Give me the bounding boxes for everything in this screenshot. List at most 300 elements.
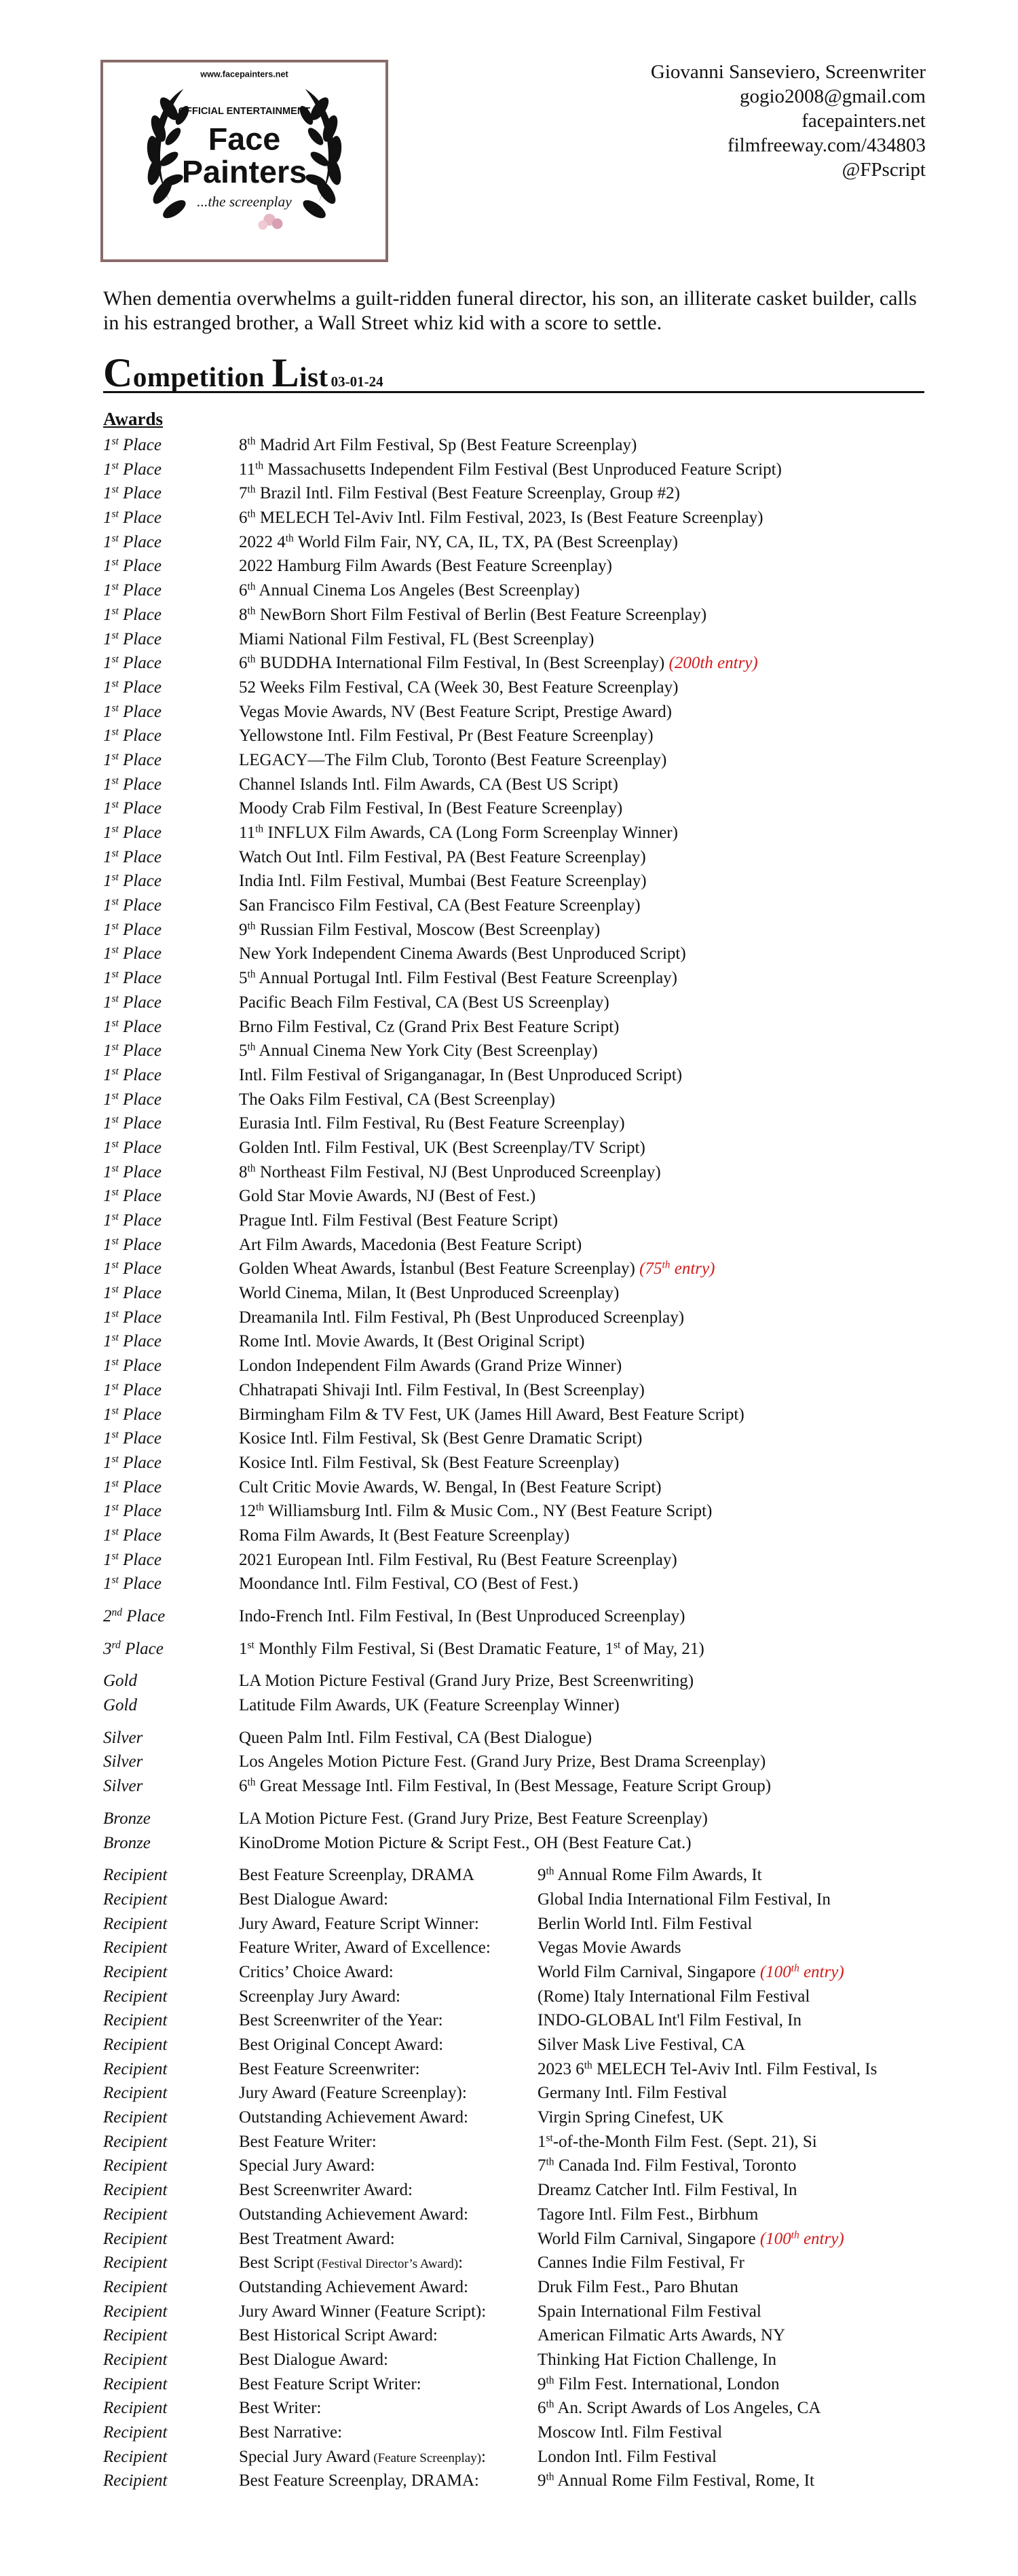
title-text (103, 350, 328, 395)
recipient-award (239, 2033, 443, 2057)
award-title: Best Historical Script Award: (239, 2326, 438, 2345)
recipient-award (239, 2251, 463, 2277)
recipient-award (239, 2445, 486, 2471)
place-rank: Bronze (103, 1833, 151, 1852)
recipient-festival (538, 2275, 738, 2300)
place-rank: 1 (103, 436, 112, 454)
award-row (103, 942, 938, 966)
place-rank-suffix: st (111, 1162, 119, 1175)
award-title: Best Narrative: (239, 2423, 343, 2442)
festival-text: Berlin World Intl. Film Festival (538, 1914, 753, 1933)
award-row (103, 1427, 938, 1451)
recipient-row (103, 2251, 938, 2275)
festival-text: Williamsburg Intl. Film & Music Com., NY (Best Feature Script) (264, 1502, 713, 1521)
place-word: Place (118, 1235, 162, 1254)
place-rank-suffix: st (111, 653, 119, 665)
place-word: Place (118, 944, 162, 963)
place-rank: Gold (103, 1672, 137, 1691)
filmfreeway-link[interactable]: filmfreeway.com/434803 (727, 134, 926, 156)
entry-note-text: (100 (759, 1962, 791, 1981)
place-rank: 1 (103, 702, 112, 721)
place-rank-suffix: st (111, 435, 119, 447)
award-row (103, 676, 938, 700)
festival-text: Miami National Film Festival, FL (Best Screenplay) (239, 629, 595, 648)
recipient-row (103, 2081, 938, 2105)
festival-text: 2021 European Intl. Film Festival, Ru (Best Feature Screenplay) (239, 1550, 677, 1569)
festival-text: Channel Islands Intl. Film Awards, CA (Best US Script) (239, 775, 618, 794)
place-rank-suffix: st (111, 1090, 119, 1102)
recipient-label: Recipient (103, 2253, 168, 2273)
award-festival (239, 966, 677, 991)
place-word: Place (118, 509, 162, 528)
award-festival (239, 1136, 645, 1160)
place-word: Place (118, 969, 162, 988)
award-row (103, 991, 938, 1015)
recipient-award (239, 2396, 321, 2421)
award-place (103, 1111, 162, 1136)
festival-text: Madrid Art Film Festival, Sp (Best Feature Screenplay) (255, 436, 637, 454)
place-rank-suffix: st (111, 871, 119, 883)
place-rank: 1 (103, 1138, 112, 1157)
entry-note-tail: entry) (799, 2229, 844, 2248)
award-row (103, 1637, 938, 1661)
award-place (103, 481, 162, 506)
place-word: Place (118, 532, 162, 551)
recipient-row (103, 2227, 938, 2251)
award-title: Screenplay Jury Award: (239, 1987, 400, 2006)
edition-suffix: st (546, 2132, 553, 2144)
place-rank: 1 (103, 1477, 112, 1496)
place-word: Place (118, 1502, 162, 1521)
place-rank-suffix: st (111, 944, 119, 956)
award-row (103, 1329, 938, 1354)
festival-text: New York Independent Cinema Awards (Best Unproduced Script) (239, 944, 686, 963)
place-word: Place (118, 993, 162, 1012)
edition-suffix: th (546, 2374, 554, 2387)
logo-tagline: OFFICIAL ENTERTAINMENT (178, 105, 311, 117)
place-rank-suffix: st (111, 823, 119, 835)
place-rank: 1 (103, 1380, 112, 1399)
award-festival (239, 1475, 662, 1500)
festival-text: London Intl. Film Festival (538, 2447, 717, 2466)
recipient-award (239, 2081, 467, 2105)
award-row (103, 1807, 938, 1831)
entry-note (669, 654, 758, 672)
edition-number: 8 (239, 1162, 248, 1181)
place-rank: 1 (103, 872, 112, 891)
place-rank-suffix: st (111, 1429, 119, 1441)
festival-text: Vegas Movie Awards (538, 1938, 681, 1957)
place-word: Place (118, 1211, 162, 1230)
place-rank: 1 (103, 532, 112, 551)
festival-text: An. Script Awards of Los Angeles, CA (554, 2399, 821, 2418)
recipient-festival (538, 2227, 844, 2251)
award-title: Best Screenwriter of the Year: (239, 2011, 443, 2030)
recipient-row (103, 2421, 938, 2445)
award-row (103, 1233, 938, 1257)
award-row (103, 894, 938, 918)
place-word: Place (118, 1284, 162, 1303)
recipient-award (239, 1912, 479, 1936)
award-row (103, 1403, 938, 1427)
award-place (103, 966, 162, 991)
festival-text: Los Angeles Motion Picture Fest. (Grand Jury Prize, Best Drama Screenplay) (239, 1752, 766, 1771)
award-festival (239, 530, 678, 555)
recipient-row (103, 1960, 938, 1985)
recipient-award (239, 2178, 413, 2203)
festival-text: Watch Out Intl. Film Festival, PA (Best Feature Screenplay) (239, 847, 646, 866)
edition-suffix: th (247, 605, 256, 617)
edition-suffix: th (255, 460, 264, 472)
recipient-award (239, 2227, 395, 2251)
festival-text: The Oaks Film Festival, CA (Best Screenplay) (239, 1090, 555, 1109)
award-row (103, 1281, 938, 1306)
festival-text: Indo-French Intl. Film Festival, In (Best Unproduced Screenplay) (239, 1607, 685, 1625)
award-place (103, 1160, 162, 1185)
edition-suffix: th (546, 2398, 554, 2410)
edition-suffix: st (247, 1639, 254, 1651)
place-word: Place (118, 1017, 162, 1036)
edition-suffix: th (546, 1865, 554, 1877)
recipient-festival (538, 2372, 779, 2397)
festival-text: -of-the-Month Film Fest. (Sept. 21), Si (552, 2132, 817, 2151)
award-place (103, 1499, 162, 1524)
title-word-competition: ompetition (132, 361, 272, 392)
entry-note (760, 2230, 844, 2248)
award-place (103, 1774, 143, 1799)
festival-text: Canada Ind. Film Festival, Toronto (554, 2156, 797, 2175)
award-place (103, 942, 162, 966)
place-word: Place (118, 1065, 162, 1084)
place-rank: 1 (103, 484, 112, 503)
place-rank: 1 (103, 678, 112, 697)
recipient-label: Recipient (103, 1890, 168, 1909)
festival-text: INDO-GLOBAL Int'l Film Festival, In (538, 2011, 802, 2030)
recipient-row (103, 2057, 938, 2082)
festival-text: Birmingham Film & TV Fest, UK (James Hill Award, Best Feature Script) (239, 1405, 744, 1424)
email-link[interactable]: gogio2008@gmail.com (740, 86, 926, 107)
festival-text: Queen Palm Intl. Film Festival, CA (Best Dialogue) (239, 1728, 592, 1747)
place-rank-suffix: st (111, 726, 119, 738)
recipient-award (239, 2130, 377, 2154)
edition-number: 11 (239, 824, 256, 842)
recipient-award (239, 1888, 388, 1912)
festival-text: NewBorn Short Film Festival of Berlin (Best Feature Screenplay) (255, 605, 707, 624)
award-place (103, 1572, 162, 1596)
place-word: Place (118, 896, 162, 915)
place-rank: 1 (103, 1162, 112, 1181)
festival-text: Vegas Movie Awards, NV (Best Feature Script, Prestige Award) (239, 702, 672, 721)
award-place (103, 1475, 162, 1500)
award-row (103, 1572, 938, 1596)
award-place (103, 1604, 165, 1629)
laurel-wreath-logo-graphic (103, 62, 385, 259)
award-festival (239, 1831, 692, 1856)
award-row (103, 433, 938, 458)
edition-number: 9 (538, 2374, 546, 2393)
place-rank: 1 (103, 557, 112, 576)
award-place (103, 1209, 162, 1233)
place-word: Place (118, 1332, 162, 1351)
place-rank: 3 (103, 1639, 112, 1658)
recipient-label: Recipient (103, 2471, 168, 2490)
award-festival (239, 1451, 619, 1475)
award-festival (239, 676, 678, 700)
edition-suffix: th (256, 1501, 265, 1513)
place-rank: 1 (103, 1526, 112, 1545)
award-row (103, 458, 938, 482)
award-festival (239, 942, 686, 966)
edition-number: 1 (538, 2132, 546, 2151)
award-festival (239, 1184, 535, 1209)
recipient-festival (538, 2251, 744, 2275)
recipient-award (239, 2105, 468, 2130)
festival-text: Moondance Intl. Film Festival, CO (Best of Fest.) (239, 1575, 578, 1594)
edition-number: 5 (239, 1042, 248, 1061)
award-row (103, 918, 938, 942)
edition-suffix: th (247, 483, 256, 496)
award-festival (239, 773, 618, 797)
award-row (103, 1774, 938, 1799)
recipient-label: Recipient (103, 1938, 168, 1957)
edition-suffix: th (247, 1162, 256, 1175)
recipient-festival (538, 2105, 723, 2130)
award-row (103, 773, 938, 797)
award-place (103, 506, 162, 530)
award-place (103, 700, 162, 724)
contact-block (651, 60, 926, 182)
award-festival (239, 1209, 558, 1233)
recipient-label: Recipient (103, 2399, 168, 2418)
recipient-award (239, 2203, 468, 2227)
festival-text: Moscow Intl. Film Festival (538, 2423, 723, 2442)
title-initial-c: C (103, 350, 133, 395)
edition-suffix: th (255, 823, 264, 835)
logo-name-line2: Painters (181, 154, 307, 190)
award-festival (239, 578, 580, 603)
recipient-label: Recipient (103, 1866, 168, 1885)
edition-suffix: th (285, 532, 294, 545)
place-rank: 1 (103, 509, 112, 528)
award-row (103, 1451, 938, 1475)
recipient-label: Recipient (103, 2350, 168, 2369)
award-festival (239, 700, 672, 724)
place-rank-suffix: st (111, 968, 119, 980)
edition-number: 6 (239, 654, 248, 673)
place-word: Place (118, 1380, 162, 1399)
place-word: Place (118, 847, 162, 866)
award-title: Best Feature Screenwriter: (239, 2059, 420, 2078)
writer-name: Giovanni Sanseviero, Screenwriter (650, 61, 926, 83)
edition-number: 6 (239, 509, 248, 528)
place-rank-suffix: st (111, 629, 119, 641)
award-place (103, 1184, 162, 1209)
recipient-label: Recipient (103, 2108, 168, 2127)
recipient-row (103, 2469, 938, 2493)
place-word: Place (118, 824, 162, 842)
award-place (103, 1281, 162, 1306)
place-rank-suffix: st (111, 847, 119, 860)
festival-text: Annual Rome Film Awards, It (554, 1866, 762, 1885)
award-festival (239, 845, 646, 870)
award-row (103, 1604, 938, 1629)
recipient-label: Recipient (103, 2205, 168, 2224)
festival-text: Brazil Intl. Film Festival (Best Feature Screenplay, Group #2) (255, 484, 680, 503)
place-rank: 1 (103, 726, 112, 746)
award-festival (239, 1572, 578, 1596)
festival-text: LEGACY—The Film Club, Toronto (Best Feature Screenplay) (239, 750, 667, 769)
place-rank: 1 (103, 847, 112, 866)
award-row (103, 1475, 938, 1500)
entry-note-tail: entry) (799, 1962, 844, 1981)
recipient-festival (538, 1863, 762, 1888)
place-rank-suffix: st (111, 750, 119, 762)
award-row (103, 821, 938, 845)
festival-text: Spain International Film Festival (538, 2302, 761, 2321)
place-word: Place (118, 1405, 162, 1424)
award-place (103, 1378, 162, 1403)
place-rank: 1 (103, 1575, 112, 1594)
festival-text: Druk Film Fest., Paro Bhutan (538, 2277, 738, 2296)
place-rank-suffix: st (111, 483, 119, 496)
place-rank: Bronze (103, 1809, 151, 1828)
award-place (103, 1233, 162, 1257)
award-row (103, 869, 938, 894)
award-row (103, 748, 938, 773)
award-title: Best Dialogue Award: (239, 2350, 388, 2369)
award-place (103, 821, 162, 845)
place-rank-suffix: st (111, 1138, 119, 1150)
award-row (103, 1693, 938, 1718)
recipient-label: Recipient (103, 2036, 168, 2054)
edition-suffix: th (247, 435, 256, 447)
festival-text: MELECH Tel-Aviv Intl. Film Festival, 2023, Is (Best Feature Screenplay) (255, 509, 764, 528)
award-place (103, 1063, 162, 1088)
place-rank-suffix: st (111, 1501, 119, 1513)
recipient-row (103, 1912, 938, 1936)
recipient-row (103, 2445, 938, 2469)
place-word: Place (118, 1042, 162, 1061)
award-festival (239, 1669, 694, 1693)
place-rank-suffix: st (111, 702, 119, 714)
award-title-colon: : (458, 2253, 464, 2273)
award-festival (239, 894, 641, 918)
recipient-label: Recipient (103, 2011, 168, 2030)
award-festival (239, 796, 622, 821)
award-festival (239, 1257, 715, 1281)
recipient-row (103, 2203, 938, 2227)
festival-text: World Cinema, Milan, It (Best Unproduced Screenplay) (239, 1284, 620, 1303)
festival-text: Thinking Hat Fiction Challenge, In (538, 2350, 777, 2369)
festival-text: World Film Carnival, Singapore (538, 1962, 760, 1981)
place-rank: 1 (103, 1550, 112, 1569)
festival-text: Intl. Film Festival of Sriganganagar, In (Best Unproduced Script) (239, 1065, 683, 1084)
award-festival (239, 748, 666, 773)
recipient-row (103, 2372, 938, 2397)
awards-heading: Awards (103, 409, 164, 429)
award-festival (239, 1774, 771, 1799)
festival-text: (Rome) Italy International Film Festival (538, 1987, 810, 2006)
recipient-award (239, 1863, 474, 1888)
award-title: Best Screenwriter Award: (239, 2181, 413, 2200)
recipient-row (103, 2348, 938, 2372)
edition-number: 7 (239, 484, 248, 503)
award-festival (239, 1088, 555, 1112)
place-rank: 1 (103, 1114, 112, 1133)
award-festival (239, 651, 758, 676)
place-rank-suffix: st (111, 1453, 119, 1465)
place-word: Place (122, 1607, 166, 1625)
award-title: Jury Award (Feature Screenplay): (239, 2084, 467, 2103)
title-initial-l: L (271, 350, 300, 395)
place-word: Place (118, 460, 162, 479)
festival-text: Art Film Awards, Macedonia (Best Feature Script) (239, 1235, 582, 1254)
title-word-list: ist (299, 361, 328, 392)
edition-number: 12 (239, 1502, 256, 1521)
place-word: Place (118, 702, 162, 721)
entry-note-suffix: th (662, 1259, 671, 1271)
recipient-award (239, 2348, 388, 2372)
festival-text: INFLUX Film Awards, CA (Long Form Screenplay Winner) (263, 824, 678, 842)
place-word: Place (118, 750, 162, 769)
award-row (103, 1088, 938, 1112)
place-word: Place (118, 1090, 162, 1109)
place-rank: Gold (103, 1696, 137, 1715)
recipient-award (239, 2154, 375, 2178)
place-rank: 1 (103, 1235, 112, 1254)
place-rank-suffix: st (111, 1308, 119, 1320)
award-title-colon: : (481, 2447, 486, 2466)
award-row (103, 1063, 938, 1088)
festival-text: Dreamanila Intl. Film Festival, Ph (Best Unproduced Screenplay) (239, 1308, 685, 1327)
recipient-festival (538, 1985, 810, 2009)
recipient-row (103, 2396, 938, 2421)
place-word: Place (118, 629, 162, 648)
festival-text: Eurasia Intl. Film Festival, Ru (Best Feature Screenplay) (239, 1114, 625, 1133)
award-place (103, 1548, 162, 1572)
festival-text: Brno Film Festival, Cz (Grand Prix Best Feature Script) (239, 1017, 620, 1036)
festival-text: Annual Rome Film Festival, Rome, It (554, 2471, 814, 2490)
recipient-row (103, 1888, 938, 1912)
festival-text: Global India International Film Festival, In (538, 1890, 831, 1909)
place-rank-suffix: st (111, 1259, 119, 1271)
award-festival (239, 1499, 712, 1524)
place-rank: 1 (103, 1090, 112, 1109)
award-place (103, 1807, 151, 1831)
award-title: Jury Award Winner (Feature Script): (239, 2302, 487, 2321)
award-festival (239, 1306, 684, 1330)
twitter-handle[interactable]: @FPscript (842, 159, 926, 181)
award-festival (239, 603, 706, 627)
award-place (103, 796, 162, 821)
website-link[interactable]: facepainters.net (802, 110, 926, 132)
award-title: Best Treatment Award: (239, 2229, 395, 2248)
place-rank-suffix: st (111, 775, 119, 787)
award-festival (239, 724, 654, 748)
award-festival (239, 458, 782, 482)
place-word: Place (118, 1138, 162, 1157)
recipient-row (103, 2178, 938, 2203)
recipient-row (103, 2300, 938, 2324)
place-word: Place (118, 581, 162, 600)
edition-number: 9 (538, 1866, 546, 1885)
place-rank-suffix: rd (111, 1639, 121, 1651)
edition-suffix: th (247, 653, 256, 665)
recipient-festival (538, 1888, 831, 1912)
place-rank: 1 (103, 993, 112, 1012)
place-word: Place (118, 605, 162, 624)
edition-number: 6 (538, 2399, 546, 2418)
